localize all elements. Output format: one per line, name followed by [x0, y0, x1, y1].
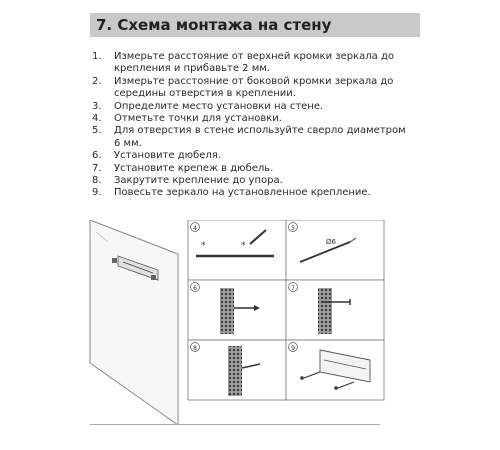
panel-number: 5	[291, 225, 295, 232]
instruction-step: 8. Закрутите крепление до упора.	[92, 175, 283, 187]
panel-number: 9	[291, 345, 295, 352]
section-title: 7. Схема монтажа на стену	[96, 16, 332, 34]
panel-number: 4	[193, 225, 197, 232]
instruction-step: 7. Установите крепеж в дюбель.	[92, 162, 274, 174]
panel-6	[188, 280, 286, 340]
panel-7	[286, 280, 384, 340]
section-heading	[90, 13, 420, 37]
panel-number: 6	[193, 285, 197, 292]
instruction-step: 3. Определите место установки на стене.	[92, 100, 324, 112]
panel-number: 8	[193, 345, 197, 352]
mirror-illustration	[90, 220, 178, 425]
panel-number: 7	[291, 285, 295, 292]
wall-section-icon	[318, 288, 332, 334]
instruction-step: 4. Отметьте точки для установки.	[92, 113, 282, 125]
drill-diameter-label: Ø6	[326, 238, 336, 246]
instruction-step: 2. Измерьте расстояние от боковой кромки зеркала до середины отверстия в креплении.	[92, 75, 394, 100]
instruction-list	[86, 51, 406, 200]
panel-9	[286, 340, 384, 400]
page-divider	[90, 424, 380, 425]
svg-text:*: *	[241, 241, 246, 251]
wall-section-icon	[220, 288, 234, 334]
panel-8	[188, 340, 286, 400]
instruction-step: 6. Установите дюбеля.	[92, 150, 221, 162]
instruction-step: 5. Для отверстия в стене используйте сверло диаметром 6 мм.	[92, 125, 406, 149]
instruction-step: 9. Повесьте зеркало на установленное крепление.	[92, 187, 371, 199]
instruction-step: 1. Измерьте расстояние от верхней кромки зеркала до крепления и прибавьте 2 мм.	[92, 51, 394, 75]
svg-text:*: *	[201, 241, 206, 251]
wall-section-icon	[228, 346, 242, 396]
panel-5	[286, 220, 384, 280]
panel-4	[188, 220, 286, 280]
mounting-diagram	[88, 220, 388, 425]
